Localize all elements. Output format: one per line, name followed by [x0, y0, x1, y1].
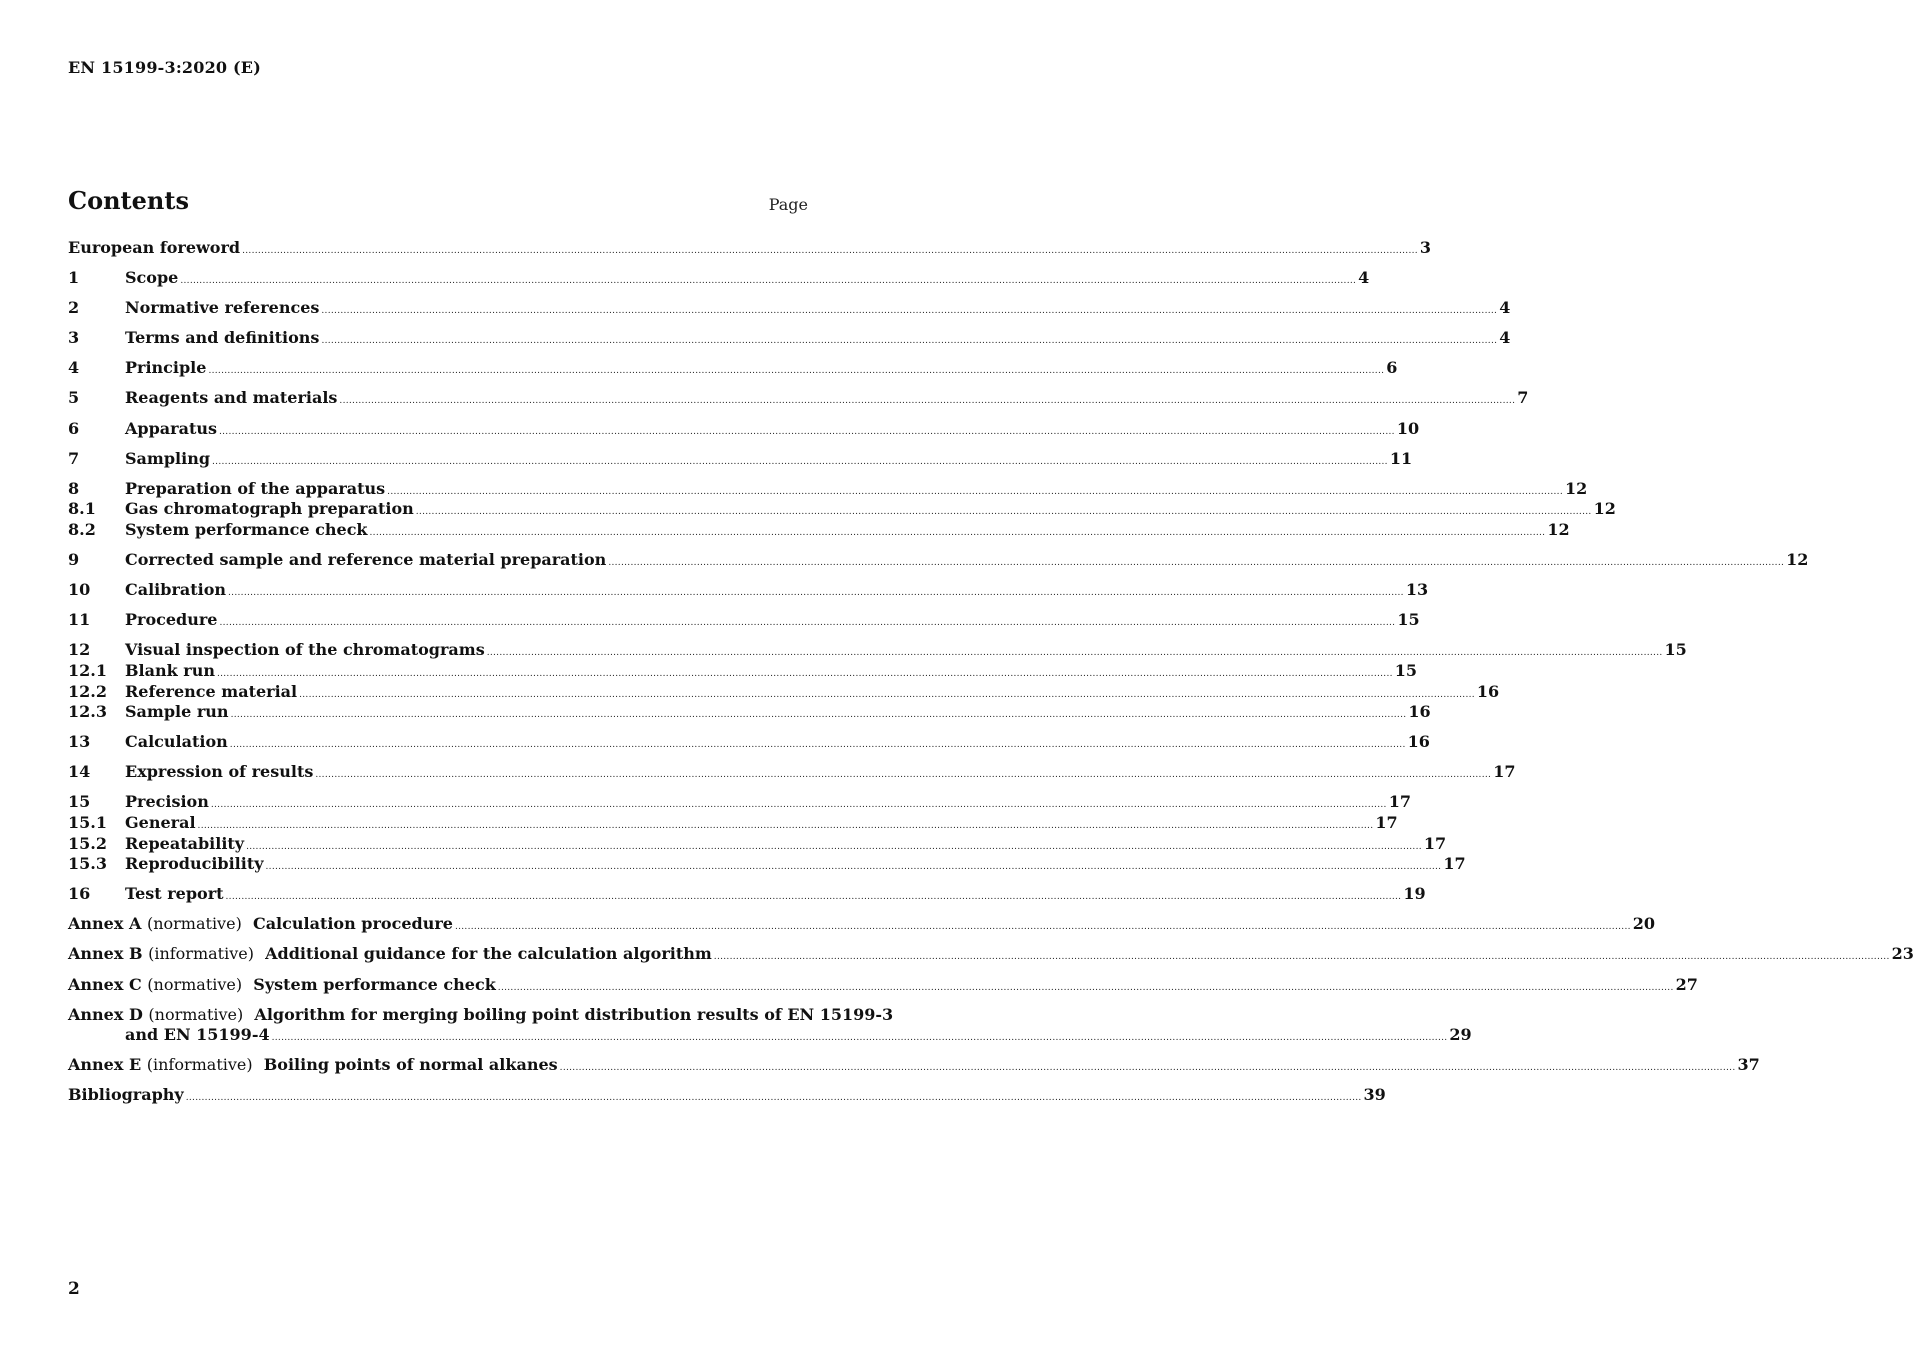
toc-entry-page: 16 [1407, 732, 1430, 752]
toc-entry[interactable] [68, 610, 1420, 631]
dot-leader [228, 583, 1404, 604]
toc-entry-title: Sampling [125, 448, 211, 468]
toc-entry-title: Reproducibility [125, 854, 264, 874]
toc-entry-page: 27 [1675, 974, 1698, 994]
toc-entry[interactable] [68, 418, 1420, 440]
toc-entry-title: Calculation procedure [252, 914, 453, 934]
toc-entry-number: 12.3 [68, 702, 107, 722]
annex-type: (normative) [148, 1004, 244, 1024]
dot-leader [266, 857, 1442, 878]
dot-leader [608, 553, 1784, 574]
toc-entry-page: 15 [1397, 610, 1420, 630]
toc-entry-title: Precision [125, 792, 209, 812]
toc-entry-page: 15 [1394, 660, 1418, 680]
toc-entry[interactable] [68, 732, 1430, 753]
annex-d-line2 [68, 1025, 1472, 1046]
toc-entry-title: System performance check [253, 974, 496, 994]
toc-entry[interactable] [68, 833, 1447, 855]
annex-label: Annex A [68, 914, 142, 934]
toc-entry[interactable] [68, 640, 1687, 661]
toc-entry[interactable] [68, 388, 1529, 409]
toc-entry-annex-e[interactable] [68, 1055, 1760, 1076]
toc-entry-page: 13 [1405, 580, 1429, 600]
toc-entry-annex-b[interactable] [68, 944, 1914, 965]
dot-leader [246, 837, 1422, 858]
toc-entry[interactable] [68, 854, 1466, 875]
toc-entry[interactable] [68, 499, 1616, 520]
annex-label: Annex E [68, 1055, 142, 1075]
toc-entry-title: Reference material [125, 681, 298, 701]
toc-entry-page: 11 [1389, 448, 1413, 468]
toc-entry-title: Scope [125, 268, 179, 288]
toc-entry-page: 17 [1388, 792, 1411, 812]
annex-label: Annex C [68, 974, 142, 994]
dot-leader [339, 391, 1515, 412]
dot-leader [321, 331, 1497, 352]
dot-leader [370, 523, 1546, 544]
toc-entry-page: 10 [1396, 418, 1420, 438]
toc-entry-page: 16 [1408, 702, 1431, 722]
dot-leader [272, 1028, 1448, 1049]
dot-leader [498, 978, 1674, 999]
dot-leader [455, 917, 1631, 938]
toc-entry-title: Calibration [125, 580, 227, 600]
toc-entry-number: 7 [68, 448, 80, 468]
toc-entry-number: 5 [68, 388, 80, 408]
toc-entry[interactable] [68, 792, 1411, 813]
dot-leader [219, 613, 1395, 634]
document-id: EN 15199-3:2020 (E) [68, 58, 261, 77]
toc-entry-title: Algorithm for merging boiling point distribution results of EN 15199-3 [254, 1004, 894, 1024]
toc-entry[interactable] [68, 238, 1432, 259]
dot-leader [387, 482, 1563, 503]
toc-entry-title: Terms and definitions [125, 328, 320, 348]
annex-label: Annex D [68, 1004, 143, 1024]
toc-entry-number: 2 [68, 298, 80, 318]
toc-entry[interactable] [68, 812, 1398, 834]
toc-entry-number: 12.2 [68, 681, 107, 701]
annex-type: (normative) [146, 914, 242, 934]
contents-header [68, 186, 808, 220]
toc-entry[interactable] [68, 519, 1570, 541]
dot-leader [208, 361, 1384, 382]
dot-leader [230, 735, 1406, 756]
toc-entry-page: 3 [1419, 238, 1432, 257]
toc-entry-page: 12 [1547, 519, 1570, 539]
toc-entry-number: 8.1 [68, 499, 96, 519]
toc-entry-title: Principle [125, 358, 207, 378]
toc-entry-number: 15 [68, 792, 91, 812]
toc-entry-annex-d[interactable] [68, 1004, 1472, 1046]
toc-entry-title: Bibliography [68, 1085, 184, 1105]
toc-entry-page: 37 [1737, 1055, 1760, 1075]
toc-entry-title-continued: and EN 15199-4 [125, 1025, 270, 1045]
contents-title: Contents [68, 186, 189, 215]
dot-leader [186, 1088, 1362, 1109]
toc-entry-title: Reagents and materials [125, 388, 338, 408]
toc-entry-title: Blank run [125, 660, 215, 680]
toc-entry-page: 23 [1891, 944, 1914, 964]
toc-entry-page: 4 [1499, 328, 1511, 348]
page-number: 2 [68, 1279, 80, 1299]
toc-entry-title: Normative references [125, 298, 320, 318]
page-column-label: Page [768, 195, 808, 214]
toc-entry-number: 15.3 [68, 854, 107, 874]
annex-type: (informative) [146, 1055, 253, 1075]
toc-entry[interactable] [68, 884, 1426, 905]
toc-entry-page: 12 [1593, 499, 1616, 519]
dot-leader [217, 664, 1393, 685]
toc-entry-number: 13 [68, 732, 91, 752]
toc-entry-number: 14 [68, 762, 91, 782]
toc-entry-number: 4 [68, 358, 80, 378]
toc-entry-title: Repeatability [125, 833, 245, 853]
toc-entry[interactable] [68, 580, 1429, 601]
toc-entry-number: 15.1 [68, 812, 107, 832]
toc-entry-title: General [125, 812, 196, 832]
dot-leader [219, 422, 1395, 443]
toc-entry-title: Boiling points of normal alkanes [263, 1055, 558, 1075]
toc-entry-page: 4 [1499, 298, 1511, 318]
toc-entry-page: 15 [1664, 640, 1687, 660]
dot-leader [242, 241, 1418, 262]
dot-leader [416, 502, 1592, 523]
toc-entry-title: Corrected sample and reference material preparation [125, 550, 607, 570]
toc-entry-title: Visual inspection of the chromatograms [125, 640, 485, 660]
toc-entry[interactable] [68, 448, 1413, 470]
dot-leader [560, 1058, 1736, 1079]
toc-entry-title: Gas chromatograph preparation [125, 499, 414, 519]
toc-entry-page: 17 [1493, 762, 1516, 782]
toc-entry-page: 29 [1449, 1025, 1472, 1045]
toc-entry[interactable] [68, 762, 1516, 783]
toc-entry-page: 17 [1375, 812, 1398, 832]
toc-entry-annex-c[interactable] [68, 974, 1698, 996]
toc-entry-title: System performance check [125, 519, 368, 539]
toc-entry-title: Test report [125, 884, 224, 904]
toc-entry-number: 9 [68, 550, 80, 570]
toc-entry-number: 1 [68, 268, 80, 288]
toc-entry-page: 17 [1443, 854, 1466, 874]
toc-entry[interactable] [68, 681, 1500, 703]
toc-entry-page: 39 [1363, 1085, 1386, 1105]
toc-entry[interactable] [68, 328, 1511, 349]
toc-entry-number: 8.2 [68, 519, 96, 539]
toc-entry-title: Sample run [125, 702, 229, 722]
toc-entry-bibliography[interactable] [68, 1085, 1386, 1106]
toc-entry-title: Additional guidance for the calculation algorithm [265, 944, 712, 964]
toc-entry-number: 12 [68, 640, 91, 660]
toc-entry-title: Calculation [125, 732, 228, 752]
toc-entry-number: 6 [68, 418, 80, 438]
annex-label: Annex B [68, 944, 143, 964]
dot-leader [714, 947, 1890, 968]
table-of-contents [68, 238, 1914, 1106]
toc-sections [68, 238, 1809, 905]
toc-entry-number: 15.2 [68, 833, 107, 853]
annex-type: (informative) [148, 944, 254, 964]
dot-leader [211, 795, 1387, 816]
toc-entry-title: European foreword [68, 238, 241, 257]
dot-leader [321, 301, 1497, 322]
dot-leader [226, 887, 1402, 908]
annex-d-line1 [68, 1004, 894, 1026]
toc-entry[interactable] [68, 268, 1370, 289]
toc-entry-title: Expression of results [125, 762, 314, 782]
toc-entry-number: 11 [68, 610, 91, 630]
annex-type: (normative) [147, 974, 243, 994]
toc-entry[interactable] [68, 660, 1418, 682]
toc-entry-number: 8 [68, 478, 80, 498]
toc-entry-page: 4 [1358, 268, 1370, 288]
toc-entry-page: 19 [1403, 884, 1426, 904]
dot-leader [212, 452, 1388, 473]
toc-entry[interactable] [68, 550, 1809, 571]
toc-entry-page: 12 [1565, 478, 1588, 498]
toc-entry[interactable] [68, 702, 1431, 723]
toc-entry-title: Preparation of the apparatus [125, 478, 386, 498]
dot-leader [299, 685, 1475, 706]
toc-entry-title: Procedure [125, 610, 218, 630]
toc-entry-page: 16 [1476, 681, 1500, 701]
toc-entry-page: 20 [1632, 914, 1656, 934]
toc-entry-number: 12.1 [68, 660, 107, 680]
toc-entry[interactable] [68, 358, 1398, 379]
toc-entry-number: 3 [68, 328, 80, 348]
dot-leader [315, 765, 1491, 786]
toc-entry-title: Apparatus [125, 418, 217, 438]
toc-entry-annex-a[interactable] [68, 914, 1656, 935]
toc-entry-page: 6 [1386, 358, 1398, 378]
dot-leader [487, 643, 1663, 664]
toc-entry[interactable] [68, 478, 1588, 500]
toc-entry-number: 16 [68, 884, 91, 904]
toc-entry-page: 7 [1517, 388, 1529, 408]
toc-entry[interactable] [68, 298, 1511, 319]
toc-entry-number: 10 [68, 580, 91, 600]
toc-entry-page: 17 [1423, 833, 1447, 853]
dot-leader [180, 271, 1356, 292]
dot-leader [198, 816, 1374, 837]
toc-entry-page: 12 [1786, 550, 1809, 570]
dot-leader [231, 705, 1407, 726]
